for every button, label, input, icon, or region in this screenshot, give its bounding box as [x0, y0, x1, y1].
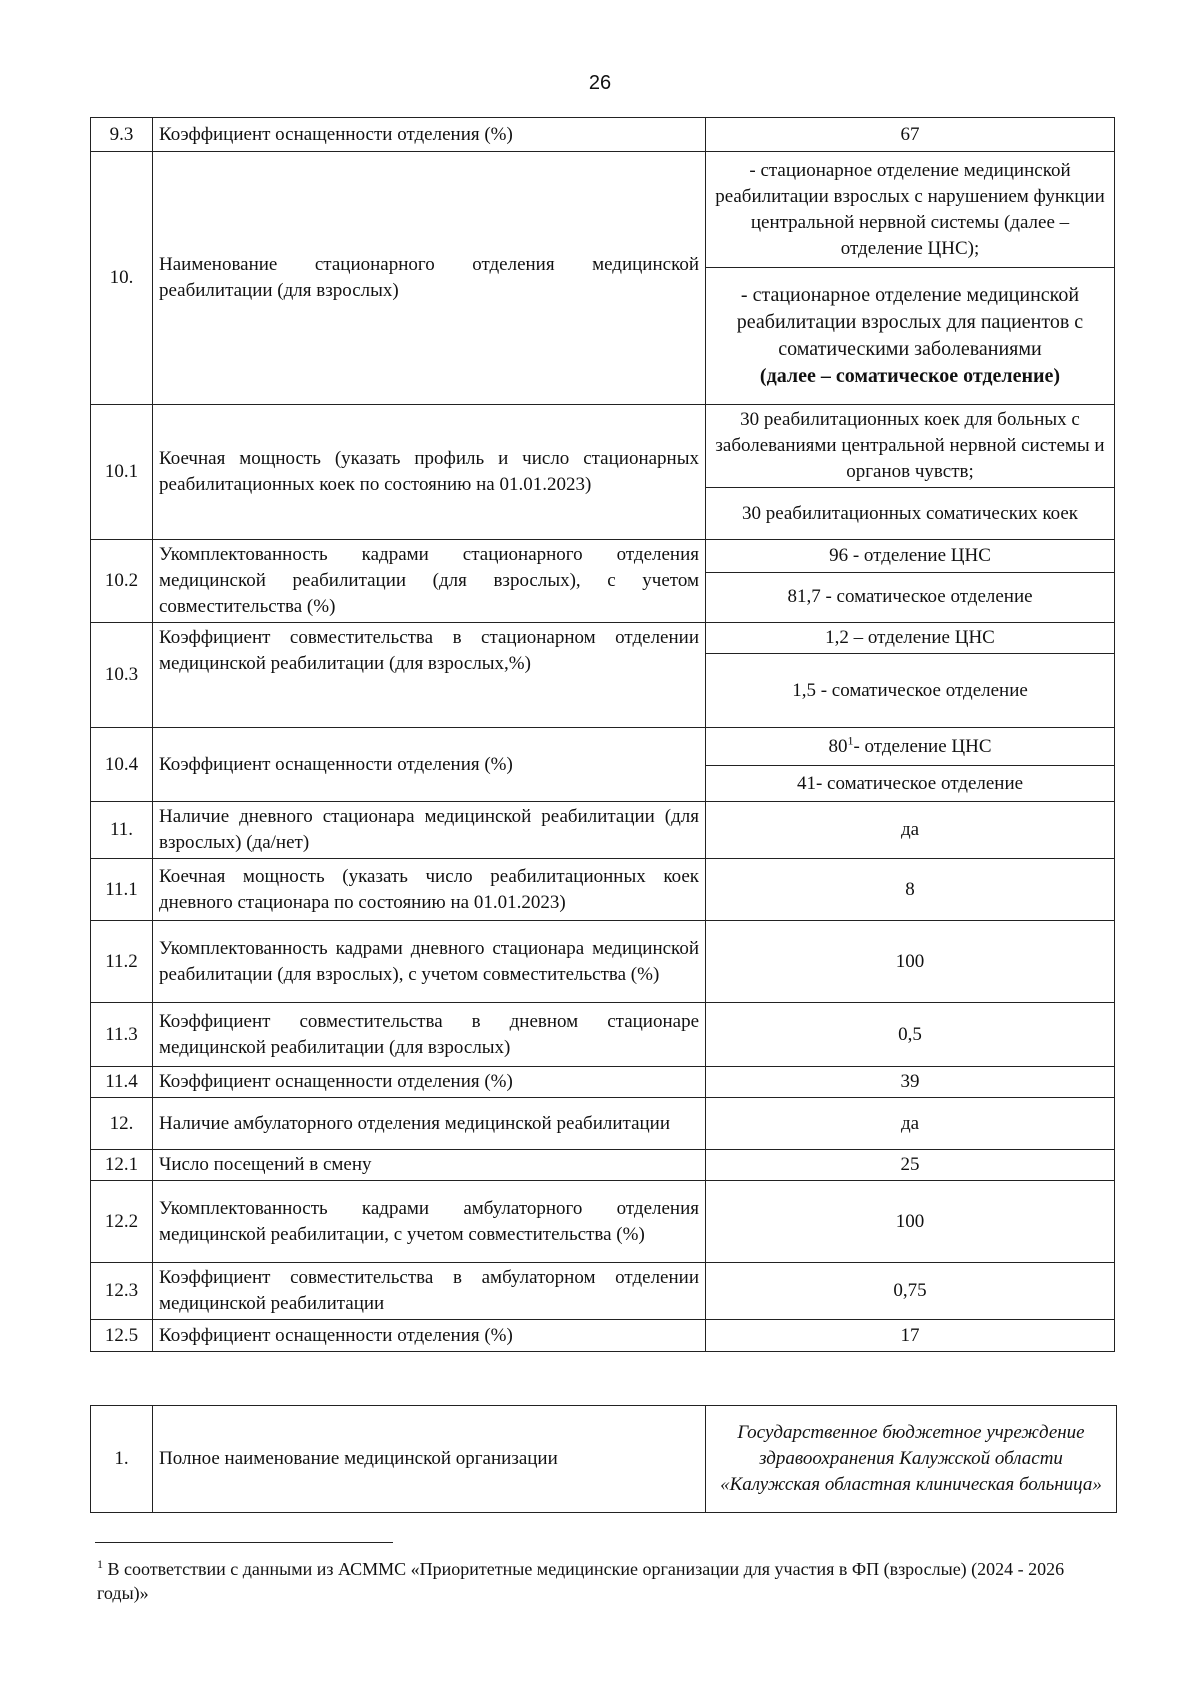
row-value: да [706, 1098, 1115, 1150]
table-row [91, 921, 1115, 1003]
somatic-department-abbr: (далее – соматическое отделение) [759, 365, 1061, 387]
indicators-table [90, 117, 1115, 1352]
row-value: 100 [706, 921, 1115, 1003]
table-row [91, 1263, 1115, 1320]
row-number: 11.2 [91, 921, 153, 1003]
row-number: 10.3 [91, 623, 153, 728]
row-value-cns: 1,2 – отделение ЦНС [706, 623, 1115, 654]
row-value: 67 [706, 118, 1115, 152]
row-value-somatic [706, 268, 1115, 405]
table-row [91, 1320, 1115, 1352]
row-description: Коечная мощность (указать число реабилитационных коек дневного стационара по состоянию на 01.01.2023) [153, 859, 706, 921]
table-row [91, 1150, 1115, 1181]
row-value: 39 [706, 1067, 1115, 1098]
table-row [91, 118, 1115, 152]
row-description: Наличие амбулаторного отделения медицинской реабилитации [153, 1098, 706, 1150]
row-value: 17 [706, 1320, 1115, 1352]
row-number: 1. [91, 1406, 153, 1513]
row-description: Коэффициент совместительства в амбулаторном отделении медицинской реабилитации [153, 1263, 706, 1320]
equipment-label: - отделение ЦНС [853, 735, 992, 757]
row-description: Коэффициент совместительства в дневном стационаре медицинской реабилитации (для взрослых) [153, 1003, 706, 1067]
row-value: 0,75 [706, 1263, 1115, 1320]
row-description: Коечная мощность (указать профиль и число стационарных реабилитационных коек по состоянию на 01.01.2023) [153, 405, 706, 540]
row-number: 10.2 [91, 540, 153, 623]
row-number: 10. [91, 152, 153, 405]
row-description: Наличие дневного стационара медицинской реабилитации (для взрослых) (да/нет) [153, 802, 706, 859]
table-row [91, 405, 1115, 488]
row-value: да [706, 802, 1115, 859]
row-number: 12. [91, 1098, 153, 1150]
table-row [91, 152, 1115, 268]
row-description: Укомплектованность кадрами стационарного отделения медицинской реабилитации (для взрослых), с учетом совместительства (%) [153, 540, 706, 623]
table-row [91, 623, 1115, 654]
row-value: 0,5 [706, 1003, 1115, 1067]
row-number: 12.3 [91, 1263, 153, 1320]
row-number: 9.3 [91, 118, 153, 152]
table-row [91, 540, 1115, 573]
footnote-text: В соответствии с данными из АСММС «Приоритетные медицинские организации для участия в ФП (взрослые) (2024 - 2026 годы)» [97, 1559, 1065, 1603]
row-value: 8 [706, 859, 1115, 921]
somatic-department-text: - стационарное отделение медицинской реабилитации взрослых для пациентов с соматическими заболеваниями [736, 284, 1084, 360]
equipment-value: 80 [828, 735, 848, 757]
row-value: 25 [706, 1150, 1115, 1181]
row-value: 100 [706, 1181, 1115, 1263]
row-value-somatic: 41- соматическое отделение [706, 766, 1115, 802]
table-row [91, 1098, 1115, 1150]
footnote [97, 1557, 1117, 1605]
page-number: 26 [588, 72, 612, 94]
row-number: 11.3 [91, 1003, 153, 1067]
row-description: Коэффициент совместительства в стационарном отделении медицинской реабилитации (для взрослых,%) [153, 623, 706, 728]
table-row [91, 1003, 1115, 1067]
row-description: Наименование стационарного отделения медицинской реабилитации (для взрослых) [153, 152, 706, 405]
row-number: 10.1 [91, 405, 153, 540]
organization-name: Государственное бюджетное учреждение здравоохранения Калужской области «Калужская областная клиническая больница» [706, 1406, 1117, 1513]
row-description: Укомплектованность кадрами дневного стационара медицинской реабилитации (для взрослых), с учетом совместительства (%) [153, 921, 706, 1003]
row-value-cns: - стационарное отделение медицинской реабилитации взрослых с нарушением функции центральной нервной системы (далее – отделение ЦНС); [706, 152, 1115, 268]
row-description: Коэффициент оснащенности отделения (%) [153, 728, 706, 802]
footnote-mark: 1 [847, 733, 854, 748]
row-value-cns: 96 - отделение ЦНС [706, 540, 1115, 573]
row-description: Коэффициент оснащенности отделения (%) [153, 1067, 706, 1098]
table-row [91, 1181, 1115, 1263]
table-row [91, 802, 1115, 859]
footnote-number: 1 [97, 1557, 103, 1571]
table-row [91, 1406, 1117, 1513]
row-number: 11.1 [91, 859, 153, 921]
row-number: 12.2 [91, 1181, 153, 1263]
row-description: Полное наименование медицинской организации [153, 1406, 706, 1513]
row-number: 11. [91, 802, 153, 859]
row-number: 12.1 [91, 1150, 153, 1181]
table-row [91, 728, 1115, 766]
row-number: 12.5 [91, 1320, 153, 1352]
table-row [91, 859, 1115, 921]
row-description: Число посещений в смену [153, 1150, 706, 1181]
row-value-somatic: 81,7 - соматическое отделение [706, 572, 1115, 622]
organization-table [90, 1405, 1117, 1513]
row-value-somatic: 30 реабилитационных соматических коек [706, 488, 1115, 540]
row-description: Коэффициент оснащенности отделения (%) [153, 118, 706, 152]
row-value-cns: 30 реабилитационных коек для больных с заболеваниями центральной нервной системы и органов чувств; [706, 405, 1115, 488]
table-row [91, 1067, 1115, 1098]
row-description: Коэффициент оснащенности отделения (%) [153, 1320, 706, 1352]
row-number: 10.4 [91, 728, 153, 802]
row-number: 11.4 [91, 1067, 153, 1098]
row-value-somatic: 1,5 - соматическое отделение [706, 654, 1115, 728]
footnote-divider [95, 1542, 393, 1543]
row-description: Укомплектованность кадрами амбулаторного отделения медицинской реабилитации, с учетом совместительства (%) [153, 1181, 706, 1263]
row-value-cns [706, 728, 1115, 766]
